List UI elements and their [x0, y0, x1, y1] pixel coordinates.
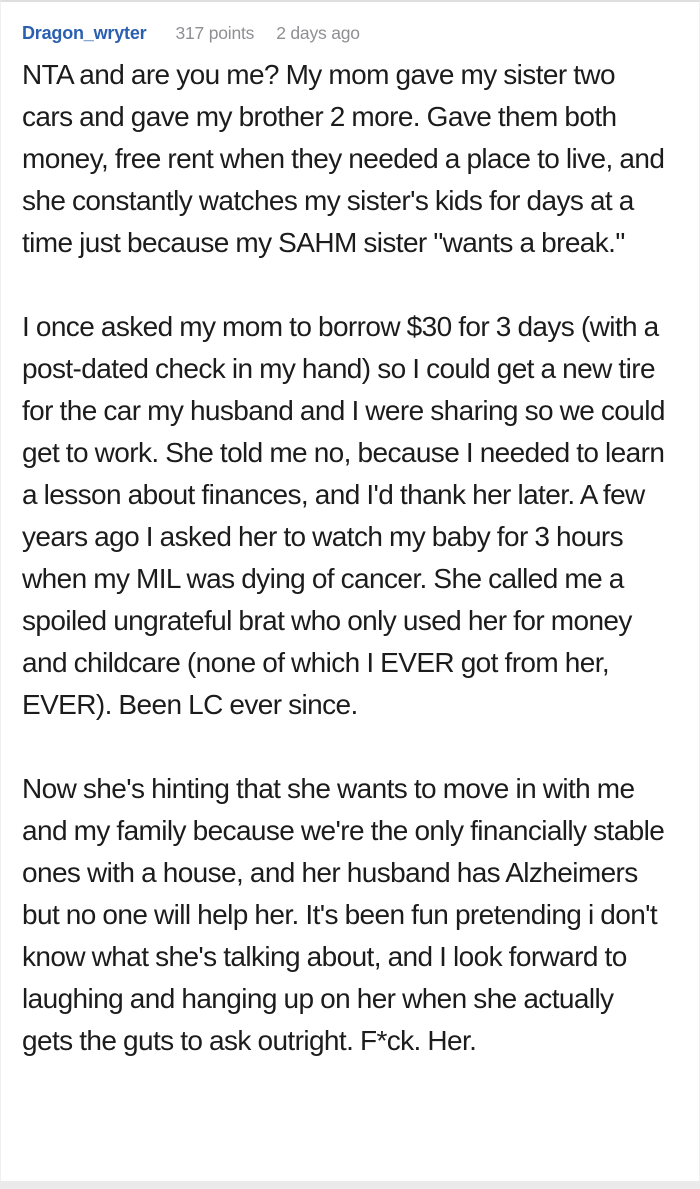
comment-paragraph: Now she's hinting that she wants to move in with me and my family because we're the only financially stable ones with a house, and her husband has Alzheimers but no one will help her. It's been fun pretending i don't know what she's talking about, and I look forward to laughing and hanging up on her when she actually gets the guts to ask outright. F*ck. Her. [22, 773, 665, 1056]
timestamp-label: 2 days ago [276, 23, 360, 43]
username-link[interactable]: Dragon_wryter [22, 23, 147, 43]
comment-body [22, 54, 669, 1062]
points-label: 317 points [175, 23, 255, 43]
comment-paragraph: NTA and are you me? My mom gave my sister two cars and gave my brother 2 more. Gave them both money, free rent when they needed a place to live, and she constantly watches my sister's kids for days at a time just because my SAHM sister "wants a break." [22, 59, 665, 258]
comment-paragraph: I once asked my mom to borrow $30 for 3 days (with a post-dated check in my hand) so I could get a new tire for the car my husband and I were sharing so we could get to work. She told me no, because I needed to learn a lesson about finances, and I'd thank her later. A few years ago I asked her to watch my baby for 3 hours when my MIL was dying of cancer. She called me a spoiled ungrateful brat who only used her for money and childcare (none of which I EVER got from her, EVER). Been LC ever since. [22, 311, 665, 720]
comment-header [22, 22, 669, 44]
